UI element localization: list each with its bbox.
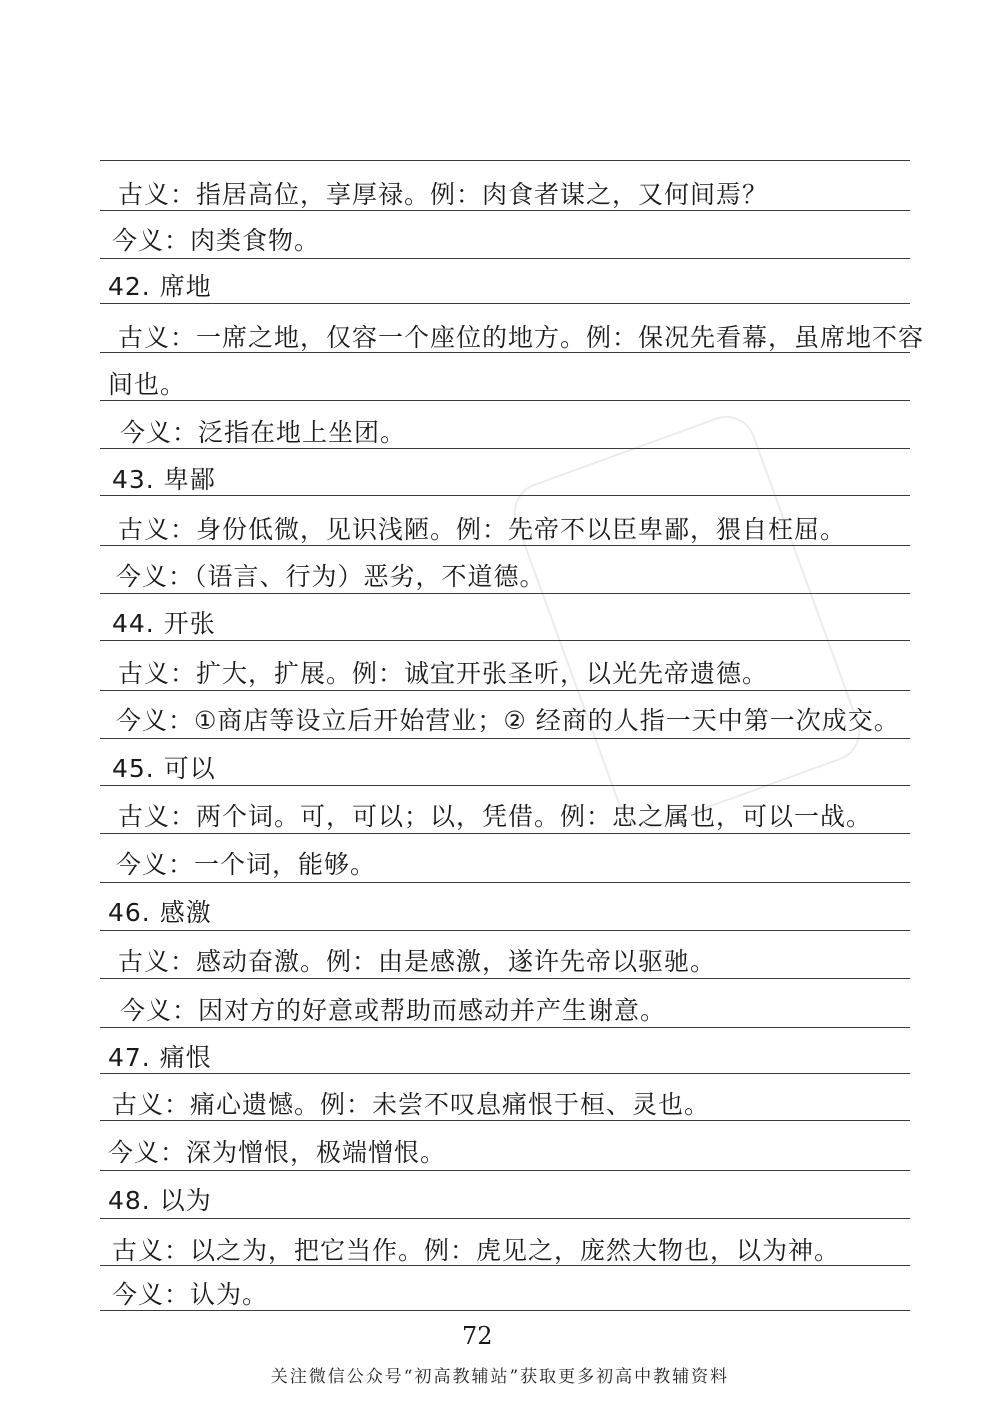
ruled-line (100, 833, 910, 834)
entry-heading: 45. 可以 (112, 754, 216, 783)
text-line-ancient-meaning: 古义：以之为，把它当作。例：虎见之，庞然大物也，以为神。 (112, 1236, 841, 1265)
text-line-ancient-meaning: 古义：两个词。可，可以；以，凭借。例：忠之属也，可以一战。 (118, 802, 873, 831)
entry-heading: 44. 开张 (112, 609, 216, 638)
page-number: 72 (462, 1322, 493, 1350)
text-line-modern-meaning: 今义：因对方的好意或帮助而感动并产生谢意。 (120, 996, 667, 1025)
text-line-ancient-meaning: 古义：一席之地，仅容一个座位的地方。例：保况先看幕，虽席地不容 (118, 323, 925, 352)
ruled-line (100, 1170, 910, 1171)
ruled-line (100, 930, 910, 931)
text-line-ancient-meaning: 古义：感动奋激。例：由是感激，遂许先帝以驱驰。 (118, 947, 717, 976)
ruled-line (100, 258, 910, 259)
text-line-modern-meaning: 今义：①商店等设立后开始营业；② 经商的人指一天中第一次成交。 (116, 706, 900, 735)
ruled-line (100, 882, 910, 883)
ruled-line (100, 545, 910, 546)
ruled-line (100, 303, 910, 304)
ruled-line (100, 210, 910, 211)
ruled-line (100, 785, 910, 786)
faint-watermark-stamp (505, 408, 868, 837)
text-line-continuation: 间也。 (108, 370, 187, 399)
entry-heading: 43. 卑鄙 (112, 465, 216, 494)
ruled-line (100, 640, 910, 641)
ruled-line (100, 690, 910, 691)
text-line-modern-meaning: 今义：一个词，能够。 (116, 850, 377, 879)
ruled-line (100, 738, 910, 739)
ruled-line (100, 1073, 910, 1074)
ruled-line (100, 448, 910, 449)
text-line-modern-meaning: 今义：肉类食物。 (112, 226, 321, 255)
ruled-line (100, 1027, 910, 1028)
entry-heading: 46. 感激 (108, 898, 212, 927)
ruled-line (100, 1218, 910, 1219)
text-line-modern-meaning: 今义：泛指在地上坐团。 (120, 418, 407, 447)
entry-heading: 42. 席地 (108, 272, 212, 301)
text-line-ancient-meaning: 古义：扩大，扩展。例：诚宜开张圣听，以光先帝遗德。 (118, 659, 769, 688)
entry-heading: 48. 以为 (108, 1186, 212, 1215)
text-line-modern-meaning: 今义：（语言、行为）恶劣，不道德。 (116, 562, 546, 591)
text-line-modern-meaning: 今义：深为憎恨，极端憎恨。 (108, 1138, 447, 1167)
footer-promo-text: 关注微信公众号“初高教辅站”获取更多初高中教辅资料 (270, 1367, 730, 1387)
ruled-line (100, 978, 910, 979)
ruled-line (100, 495, 910, 496)
text-line-modern-meaning: 今义：认为。 (112, 1280, 269, 1309)
ruled-line (100, 400, 910, 401)
text-line-ancient-meaning: 古义：身份低微，见识浅陋。例：先帝不以臣卑鄙，猥自枉屈。 (118, 515, 847, 544)
ruled-line (100, 160, 910, 161)
entry-heading: 47. 痛恨 (108, 1043, 212, 1072)
ruled-line (100, 1310, 910, 1311)
ruled-line (100, 593, 910, 594)
text-line-ancient-meaning: 古义：痛心遗憾。例：未尝不叹息痛恨于桓、灵也。 (112, 1090, 711, 1119)
ruled-line (100, 1120, 910, 1121)
text-line-ancient-meaning: 古义：指居高位，享厚禄。例：肉食者谋之，又何间焉？ (118, 180, 769, 209)
